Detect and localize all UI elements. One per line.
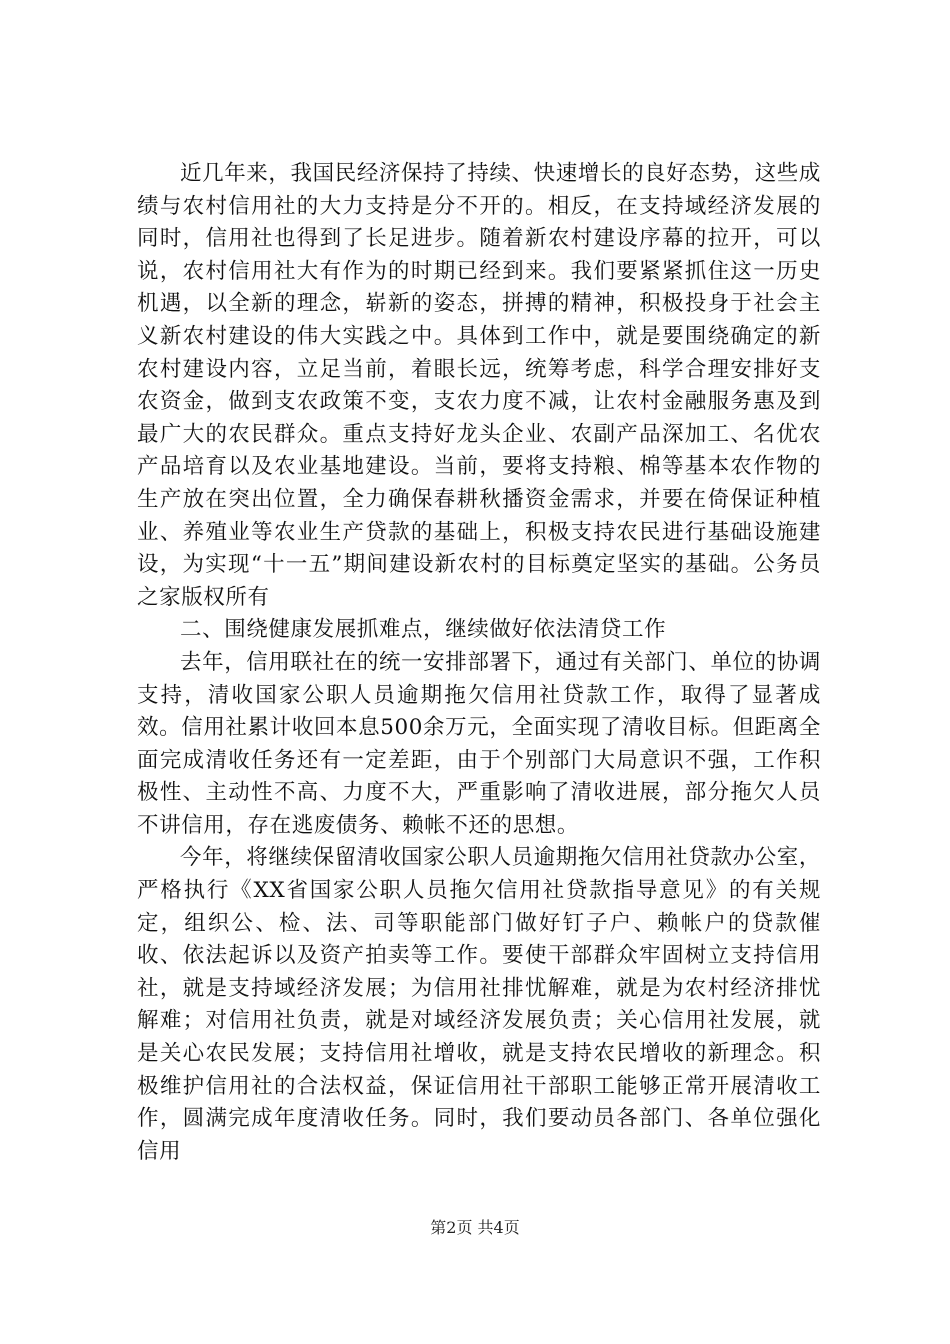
- document-body: [137, 158, 821, 1168]
- page-number-footer: 第2页 共4页: [430, 1218, 520, 1237]
- paragraph-rural-credit-support: 近几年来，我国民经济保持了持续、快速增长的良好态势，这些成绩与农村信用社的大力支持是分不开的。相反，在支持域经济发展的同时，信用社也得到了长足进步。随着新农村建设序幕的拉开，可以说，农村信用社大有作为的时期已经到来。我们要紧紧抓住这一历史机遇，以全新的理念，崭新的姿态，拼搏的精神，积极投身于社会主义新农村建设的伟大实践之中。具体到工作中，就是要围绕确定的新农村建设内容，立足当前，着眼长远，统筹考虑，科学合理安排好支农资金，做到支农政策不变，支农力度不减，让农村金融服务惠及到最广大的农民群众。重点支持好龙头企业、农副产品深加工、名优农产品培育以及农业基地建设。当前，要将支持粮、棉等基本农作物的生产放在突出位置，全力确保春耕秋播资金需求，并要在倚保证种植业、养殖业等农业生产贷款的基础上，积极支持农民进行基础设施建设，为实现“十一五”期间建设新农村的目标奠定坚实的基础。公务员之家版权所有: [137, 161, 821, 610]
- paragraph-last-year-recovery: 去年，信用联社在的统一安排部署下，通过有关部门、单位的协调支持，清收国家公职人员逾期拖欠信用社贷款工作，取得了显著成效。信用社累计收回本息500余万元，全面实现了清收目标。但距离全面完成清收任务还有一定差距，由于个别部门大局意识不强，工作积极性、主动性不高、力度不大，严重影响了清收进展，部分拖欠人员不讲信用，存在逃废债务、赖帐不还的思想。: [137, 649, 821, 838]
- paragraph-this-year-plan: 今年，将继续保留清收国家公职人员逾期拖欠信用社贷款办公室，严格执行《XX省国家公职人员拖欠信用社贷款指导意见》的有关规定，组织公、检、法、司等职能部门做好钉子户、赖帐户的贷款催收、依法起诉以及资产拍卖等工作。要使干部群众牢固树立支持信用社，就是支持域经济发展；为信用社排忧解难，就是为农村经济排忧解难；对信用社负责，就是对域经济发展负责；关心信用社发展，就是关心农民发展；支持信用社增收，就是支持农民增收的新理念。积极维护信用社的合法权益，保证信用社干部职工能够正常开展清收工作，圆满完成年度清收任务。同时，我们要动员各部门、各单位强化信用: [137, 845, 821, 1164]
- section-heading: 二、围绕健康发展抓难点，继续做好依法清贷工作: [180, 617, 667, 643]
